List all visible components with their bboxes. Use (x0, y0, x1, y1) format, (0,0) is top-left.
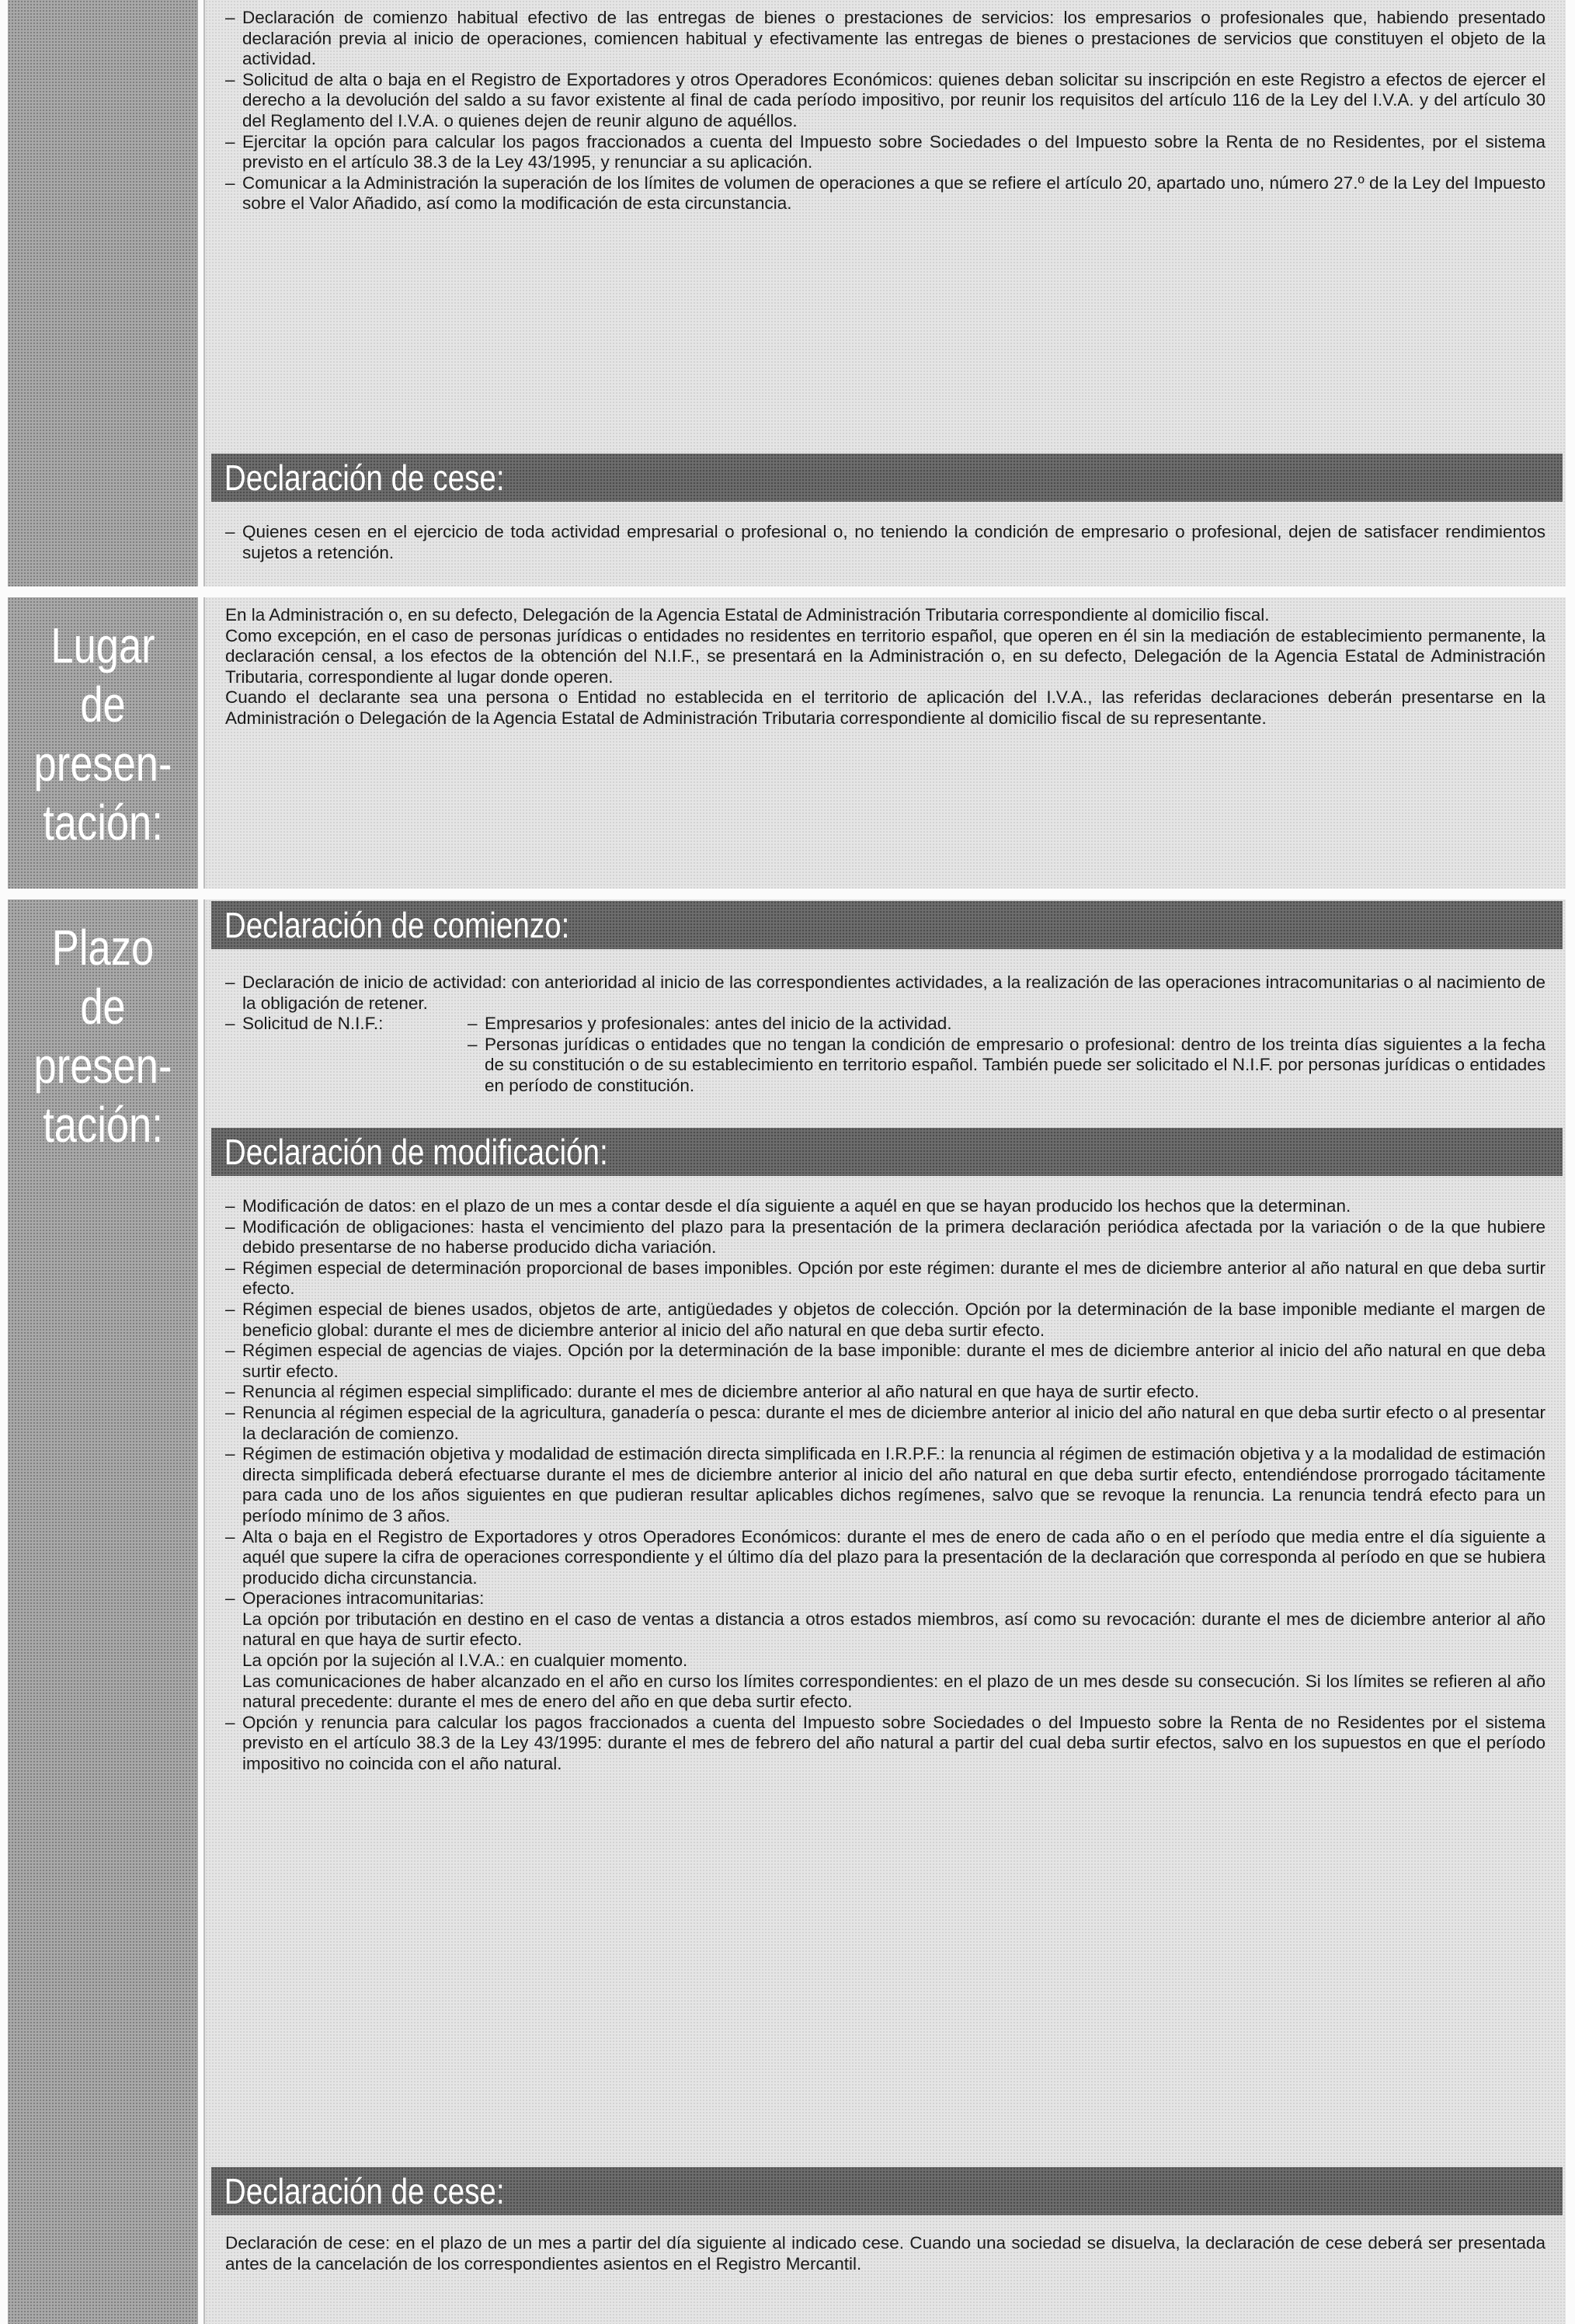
cese-plazo-text (225, 2233, 1545, 2274)
list-item: – Ejercitar la opción para calcular los pagos fraccionados a cuenta del Impuesto sobre Sociedades o del Impuesto sobre la Renta de no Residentes, por el sistema previsto en el artículo 38.3 de la Ley 43/1995, y renunciar a su aplicación. (225, 132, 1545, 173)
paragraph: Como excepción, en el caso de personas jurídicas o entidades no residentes en territorio español, que operen en él sin la mediación de establecimiento permanente, la declaración censal, a los efectos de la obtención del N.I.F., se presentará en la Administración o, en su defecto, Delegación de la Agencia Estatal de Administración Tributaria, correspondiente al lugar donde operen. (225, 625, 1545, 687)
paragraph: La opción por tributación en destino en el caso de ventas a distancia a otros estados miembros, así como su revocación: durante el mes de diciembre anterior al año natural en que haya de surtir efecto. (242, 1609, 1545, 1650)
list-item: – Modificación de obligaciones: hasta el vencimiento del plazo para la presentación de la primera declaración periódica afectada por la variación o de la que hubiere debido presentarse de no haberse producido dicha variación. (225, 1217, 1545, 1258)
list-item: – Comunicar a la Administración la superación de los límites de volumen de operaciones a que se refiere el artículo 20, apartado uno, número 27.º de la Ley del Impuesto sobre el Valor Añadido, así como la modificación de esta circunstancia. (225, 173, 1545, 214)
modificacion-text (225, 1196, 1545, 1775)
list-item: – Régimen de estimación objetiva y modalidad de estimación directa simplificada en I.R.P.F.: la renuncia al régimen de estimación objetiva y a la modalidad de estimación directa simplificada deberá efectuarse durante el mes de diciembre anterior al inicio del año natural en que deba surtir efecto, entendiéndose prorrogado tácitamente para cada uno de los años siguientes en que pudieran resultar aplicables dichos regímenes, salvo que se revoque la renuncia. La renuncia tendrá efecto para un período mínimo de 3 años. (225, 1444, 1545, 1526)
cese-text (225, 522, 1545, 563)
list-item: – Modificación de datos: en el plazo de un mes a contar desde el día siguiente a aquél en que se hayan producido los hechos que la determinan. (225, 1196, 1545, 1217)
sidebar-heading-line: Lugar de (50, 618, 155, 732)
sidebar-heading-line: Plazo de (51, 920, 155, 1035)
lugar-text (225, 605, 1545, 729)
section-header-cese-plazo (211, 2167, 1563, 2215)
paragraph: Declaración de cese: en el plazo de un mes a partir del día siguiente al indicado cese. Cuando una sociedad se disuelva, la declaración de cese deberá ser presentada antes de la cancelación de los correspondientes asientos en el Registro Mercantil. (225, 2233, 1545, 2274)
list-item: – Empresarios y profesionales: antes del inicio de la actividad. (468, 1014, 1545, 1035)
section-header-comienzo (211, 901, 1563, 949)
sidebar-block-top (8, 0, 198, 586)
nif-label: – Solicitud de N.I.F.: (225, 1014, 468, 1096)
section-header-title: Declaración de cese: (224, 2171, 505, 2211)
sidebar-heading-plazo (25, 899, 181, 1154)
paragraph: La opción por la sujeción al I.V.A.: en cualquier momento. (242, 1651, 688, 1671)
list-item: – Alta o baja en el Registro de Exportadores y otros Operadores Económicos: durante el mes de enero de cada año o en el período que media entre el día siguiente a aquél que supere la cifra de operaciones correspondiente y el último día del plazo para la presentación de la declaración que corresponda al período en que se hubiera producido dicha circunstancia. (225, 1527, 1545, 1589)
paragraph: Cuando el declarante sea una persona o Entidad no establecida en el territorio de aplicación del I.V.A., las referidas declaraciones deberán presentarse en la Administración o Delegación de la Agencia Estatal de Administración Tributaria correspondiente al domicilio fiscal de su representante. (225, 687, 1545, 728)
list-item: – Declaración de inicio de actividad: con anterioridad al inicio de las correspondientes actividades, a la realización de las operaciones intracomunitarias o al nacimiento de la obligación de retener. (225, 972, 1545, 1014)
section-header-title: Declaración de modificación: (224, 1132, 608, 1172)
list-item: – Solicitud de alta o baja en el Registro de Exportadores y otros Operadores Económicos: quienes deban solicitar su inscripción en este Registro a efectos de ejercer el derecho a la devolución del saldo a su favor existente al final de cada período impositivo, por reunir los requisitos del artículo 116 de la Ley del I.V.A. y del artículo 30 del Reglamento del I.V.A. o quienes dejen de reunir alguno de aquéllos. (225, 70, 1545, 132)
section-header-cese (211, 454, 1563, 502)
list-item: – Régimen especial de agencias de viajes. Opción por la determinación de la base imponible: durante el mes de diciembre anterior al inicio del año natural en que deba surtir efecto. (225, 1341, 1545, 1382)
paragraph: Las comunicaciones de haber alcanzado en el año en curso los límites correspondientes: en el plazo de un mes desde su consecución. Si los límites se refieren al año natural precedente: durante el mes de enero del año en que deba surtir efecto. (242, 1671, 1545, 1712)
top-items-list (225, 8, 1545, 214)
sidebar-block-plazo (8, 899, 198, 2324)
section-header-title: Declaración de cese: (224, 457, 505, 498)
sidebar-heading-line: presen- (33, 1038, 172, 1094)
list-item: – Renuncia al régimen especial de la agricultura, ganadería o pesca: durante el mes de diciembre anterior al inicio del año natural en que deba surtir efecto o al presentar la declaración de comienzo. (225, 1403, 1545, 1444)
nif-row (225, 1014, 1545, 1096)
separator (8, 889, 1564, 899)
list-item: – Quienes cesen en el ejercicio de toda actividad empresarial o profesional o, no teniendo la condición de empresario o profesional, dejen de satisfacer rendimientos sujetos a retención. (225, 522, 1545, 563)
sidebar-heading-line: tación: (43, 1097, 163, 1153)
nif-options (468, 1014, 1545, 1096)
sidebar-heading-lugar (25, 597, 181, 852)
paragraph: En la Administración o, en su defecto, Delegación de la Agencia Estatal de Administración Tributaria correspondiente al domicilio fiscal. (225, 605, 1270, 624)
sidebar-heading-line: presen- (33, 736, 172, 791)
section-header-title: Declaración de comienzo: (224, 905, 570, 945)
list-item: – Régimen especial de bienes usados, objetos de arte, antigüedades y objetos de colección. Opción por la determinación de la base imponible mediante el margen de beneficio global: durante el mes de diciembre anterior al inicio del año natural en que deba surtir efecto. (225, 1299, 1545, 1341)
list-item: – Renuncia al régimen especial simplificado: durante el mes de diciembre anterior al año natural en que haya de surtir efecto. (225, 1382, 1545, 1403)
sidebar-block-lugar (8, 597, 198, 889)
list-item: – Declaración de comienzo habitual efectivo de las entregas de bienes o prestaciones de servicios: los empresarios o profesionales que, habiendo presentado declaración previa al inicio de operaciones, comiencen habitual y efectivamente las entregas de bienes o prestaciones de servicios que constituyen el objeto de la actividad. (225, 8, 1545, 70)
sidebar-heading-line: tación: (43, 795, 163, 851)
separator (8, 586, 1564, 597)
list-item: – Opción y renuncia para calcular los pagos fraccionados a cuenta del Impuesto sobre Sociedades o del Impuesto sobre la Renta de no Residentes por el sistema previsto en el artículo 38.3 de la Ley 43/1995: durante el mes de febrero del año natural a partir del cual deba surtir efectos, salvo en los supuestos en que el período impositivo no coincida con el año natural. (225, 1713, 1545, 1775)
comienzo-text (225, 972, 1545, 1097)
section-header-modificacion (211, 1128, 1563, 1176)
list-item: – Régimen especial de determinación proporcional de bases imponibles. Opción por este régimen: durante el mes de diciembre anterior al año natural en que deba surtir efecto. (225, 1258, 1545, 1299)
list-item: – Personas jurídicas o entidades que no tengan la condición de empresario o profesional: dentro de los treinta días siguientes a la fecha de su constitución o de su establecimiento en territorio español. También puede ser solicitado el N.I.F. por personas jurídicas o entidades en período de constitución. (468, 1035, 1545, 1097)
list-item: – Operaciones intracomunitarias: (225, 1588, 1545, 1609)
